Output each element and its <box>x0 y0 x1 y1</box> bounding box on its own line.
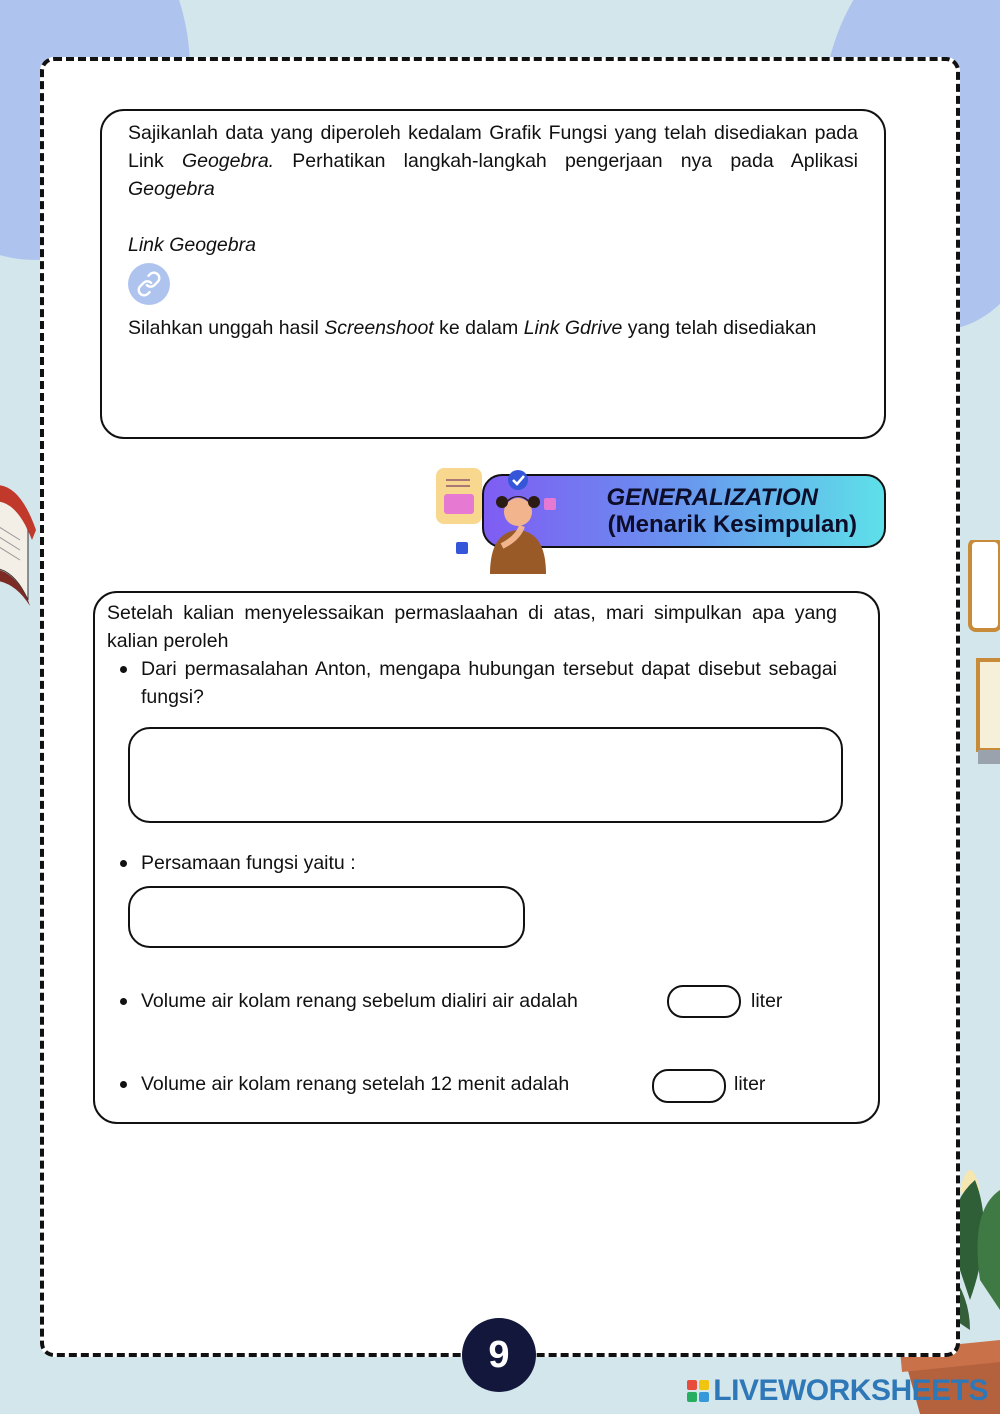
picture-frame-illustration <box>960 540 1000 780</box>
answer-function-equation-input[interactable] <box>128 886 525 948</box>
upload-instruction: Silahkan unggah hasil Screenshoot ke dalam Link Gdrive yang telah disediakan <box>128 317 817 339</box>
answer-volume-12-minutes-input[interactable] <box>652 1069 726 1103</box>
question-initial-volume: Volume air kolam renang sebelum dialiri air adalah <box>141 987 578 1015</box>
conclusion-box <box>93 591 880 1124</box>
initial-volume-unit: liter <box>751 990 783 1012</box>
brand-name: LIVEWORKSHEETS <box>713 1374 988 1407</box>
answer-initial-volume-input[interactable] <box>667 985 741 1018</box>
page-number: 9 <box>462 1318 536 1392</box>
badge-title: GENERALIZATION <box>606 484 818 511</box>
instruction-box <box>100 109 886 439</box>
badge-subtitle: (Menarik Kesimpulan) <box>607 511 857 538</box>
liveworksheets-brand <box>687 1374 988 1408</box>
geogebra-link-label: Link Geogebra <box>128 234 256 256</box>
thinking-girl-illustration <box>432 466 562 576</box>
question-function-equation: Persamaan fungsi yaitu : <box>141 849 356 877</box>
question-function-reason: Dari permasalahan Anton, mengapa hubungan tersebut dapat disebut sebagai fungsi? <box>141 655 837 711</box>
link-icon[interactable] <box>128 263 170 305</box>
volume-12-minutes-unit: liter <box>734 1073 766 1095</box>
conclusion-intro: Setelah kalian menyelessaikan permaslaahan di atas, mari simpulkan apa yang kalian peroleh <box>107 602 837 652</box>
answer-function-reason-input[interactable] <box>128 727 843 823</box>
instruction-paragraph: Sajikanlah data yang diperoleh kedalam Grafik Fungsi yang telah disediakan pada Link Geogebra. Perhatikan langkah-langkah pengerjaan nya pada Aplikasi Geogebra <box>128 122 858 200</box>
liveworksheets-logo-icon <box>687 1380 709 1402</box>
question-volume-12-minutes: Volume air kolam renang setelah 12 menit adalah <box>141 1070 569 1098</box>
